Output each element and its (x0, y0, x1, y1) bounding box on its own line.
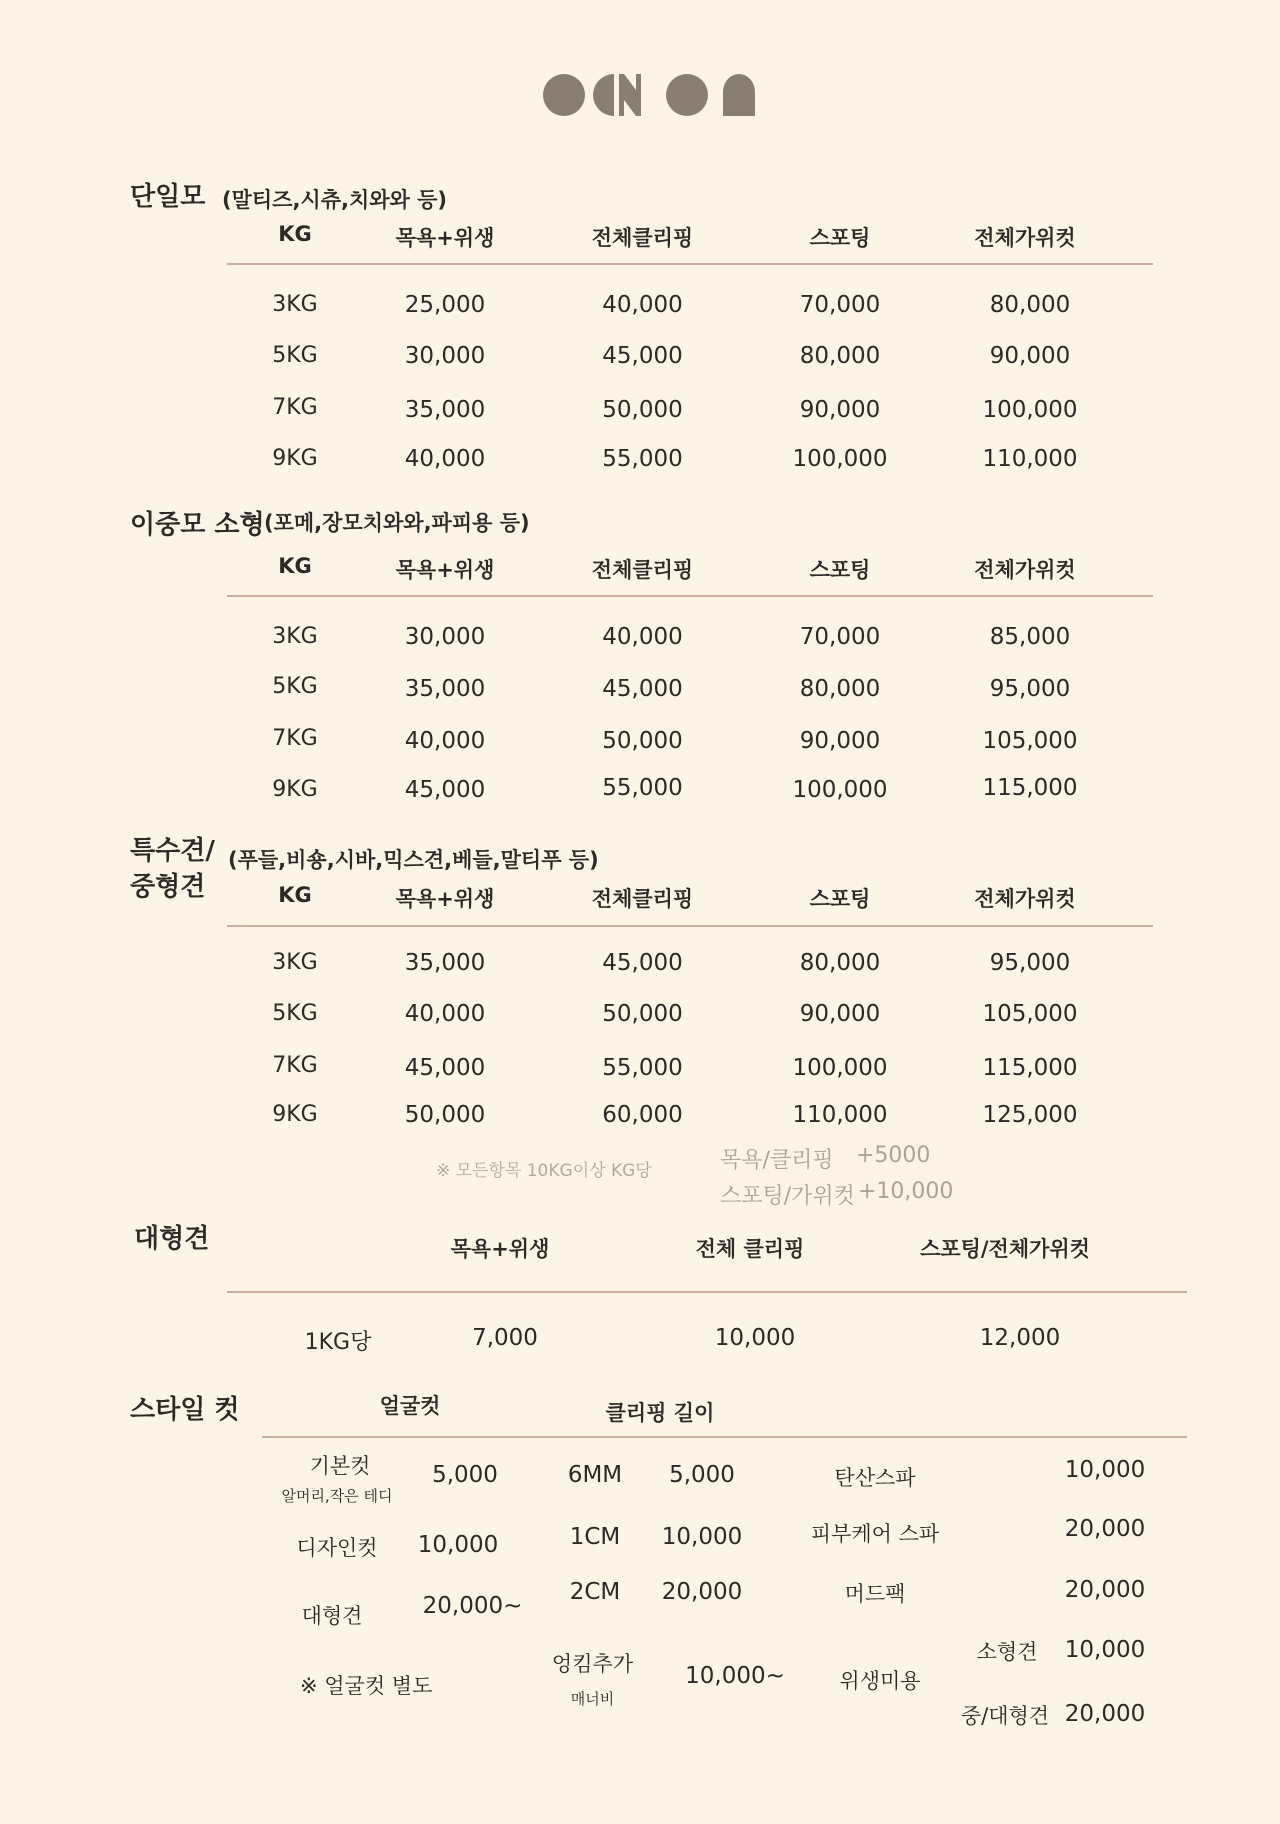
header-sporting: 스포팅 (809, 558, 871, 582)
clip-length-6mm-price: 5,000 (669, 1462, 735, 1488)
cell-kg: 5KG (272, 674, 318, 699)
cell-price: 80,000 (799, 950, 881, 976)
header-clipping: 전체 클리핑 (695, 1237, 805, 1261)
header-scissor-cut: 전체가위컷 (974, 887, 1076, 911)
cell-price: 115,000 (982, 1055, 1078, 1081)
section-title-large-dog: 대형견 (134, 1224, 210, 1254)
hygiene-small-price: 10,000 (1064, 1637, 1146, 1663)
section-subtitle-double-coat-small: (포메,장모치와와,파피용 등) (264, 511, 530, 535)
face-cut-basic: 기본컷 (309, 1454, 371, 1478)
cell-price: 55,000 (602, 446, 683, 472)
clip-length-2cm: 2CM (569, 1579, 621, 1605)
face-cut-design: 디자인컷 (296, 1536, 378, 1560)
spa-carbonated-price: 10,000 (1064, 1457, 1146, 1483)
cell-price: 125,000 (982, 1102, 1078, 1128)
face-cut-basic-sub: 알머리,작은 테디 (281, 1487, 393, 1505)
brand-logo (540, 70, 755, 120)
cell-price: 110,000 (982, 446, 1078, 472)
header-bath: 목욕+위생 (395, 558, 495, 582)
tangle-fee-label-2: 매너비 (570, 1690, 615, 1708)
cell-price: 95,000 (989, 950, 1071, 976)
header-clipping: 전체클리핑 (591, 226, 694, 250)
cell-kg: 9KG (272, 777, 318, 802)
cell-price: 45,000 (404, 1055, 486, 1081)
header-kg: KG (278, 554, 312, 578)
cell-kg: 5KG (272, 343, 318, 368)
spa-carbonated: 탄산스파 (834, 1466, 916, 1490)
cell-price: 110,000 (792, 1102, 888, 1128)
cell-price: 45,000 (404, 777, 486, 803)
header-scissor-cut: 전체가위컷 (974, 558, 1076, 582)
cell-price: 45,000 (602, 950, 683, 976)
cell-price: 45,000 (602, 343, 683, 369)
table-rule (227, 925, 1153, 927)
cell-price: 95,000 (989, 676, 1071, 702)
header-face-cut: 얼굴컷 (379, 1394, 441, 1418)
cell-kg: 7KG (272, 726, 318, 751)
cell-price: 35,000 (404, 676, 486, 702)
cell-kg: 3KG (272, 624, 318, 649)
cell-kg: 7KG (272, 395, 318, 420)
section-title-special-medium-line2: 중형견 (130, 872, 206, 902)
surcharge-note-text: ※ 모든항목 10KG이상 KG당 (436, 1161, 652, 1181)
cell-price: 40,000 (404, 1001, 486, 1027)
cell-price: 30,000 (404, 624, 486, 650)
hygiene-large-price: 20,000 (1064, 1701, 1146, 1727)
cell-price: 7,000 (472, 1325, 538, 1351)
cell-kg: 3KG (272, 950, 318, 975)
cell-price: 40,000 (404, 446, 486, 472)
cell-price: 40,000 (602, 624, 683, 650)
face-cut-design-price: 10,000 (417, 1532, 499, 1558)
cell-price: 80,000 (799, 676, 881, 702)
tangle-fee-label-1: 엉킴추가 (551, 1652, 634, 1676)
cell-price: 100,000 (792, 777, 888, 803)
spa-skincare-price: 20,000 (1064, 1516, 1146, 1542)
cell-price: 12,000 (979, 1325, 1061, 1351)
cell-price: 10,000 (714, 1325, 796, 1351)
face-cut-note: ※ 얼굴컷 별도 (300, 1674, 433, 1698)
header-sporting: 스포팅 (809, 226, 871, 250)
cell-price: 80,000 (799, 343, 881, 369)
header-sporting-scissor: 스포팅/전체가위컷 (920, 1237, 1090, 1261)
cell-price: 35,000 (404, 397, 486, 423)
header-clipping: 전체클리핑 (591, 887, 694, 911)
header-kg: KG (278, 222, 312, 246)
section-subtitle-special-medium: (푸들,비숑,시바,믹스견,베들,말티푸 등) (228, 848, 599, 872)
cell-unit: 1KG당 (304, 1330, 372, 1355)
mud-pack: 머드팩 (844, 1582, 906, 1606)
cell-price: 70,000 (799, 624, 881, 650)
cell-kg: 9KG (272, 446, 318, 471)
cell-price: 100,000 (792, 1055, 888, 1081)
clip-length-2cm-price: 20,000 (661, 1579, 743, 1605)
surcharge-value-sporting: +10,000 (858, 1179, 954, 1204)
table-rule (227, 263, 1153, 265)
header-kg: KG (278, 883, 312, 907)
header-clipping: 전체클리핑 (591, 558, 694, 582)
cell-price: 90,000 (799, 397, 881, 423)
header-bath: 목욕+위생 (395, 887, 495, 911)
surcharge-label-sporting: 스포팅/가위컷 (720, 1184, 855, 1209)
face-cut-large: 대형견 (301, 1604, 363, 1628)
cell-price: 55,000 (602, 775, 683, 801)
hygiene-large-label: 중/대형견 (960, 1704, 1050, 1728)
face-cut-large-price: 20,000~ (422, 1593, 523, 1619)
header-clip-length: 클리핑 길이 (605, 1401, 715, 1425)
hygiene-small-label: 소형견 (976, 1640, 1038, 1664)
spa-skincare: 피부케어 스파 (810, 1522, 940, 1546)
table-rule (262, 1436, 1187, 1438)
cell-price: 70,000 (799, 292, 881, 318)
cell-price: 90,000 (989, 343, 1071, 369)
cell-price: 90,000 (799, 728, 881, 754)
mud-pack-price: 20,000 (1064, 1577, 1146, 1603)
header-scissor-cut: 전체가위컷 (974, 226, 1076, 250)
cell-price: 45,000 (602, 676, 683, 702)
section-subtitle-single-coat: (말티즈,시츄,치와와 등) (222, 188, 448, 212)
header-sporting: 스포팅 (809, 887, 871, 911)
cell-price: 100,000 (792, 446, 888, 472)
surcharge-value-bath: +5000 (856, 1143, 931, 1168)
cell-price: 105,000 (982, 728, 1078, 754)
cell-price: 50,000 (602, 397, 683, 423)
cell-price: 60,000 (602, 1102, 683, 1128)
cell-price: 40,000 (602, 292, 683, 318)
cell-price: 50,000 (602, 1001, 683, 1027)
surcharge-label-bath: 목욕/클리핑 (720, 1148, 834, 1173)
section-title-style-cut: 스타일 컷 (130, 1395, 240, 1425)
cell-price: 50,000 (602, 728, 683, 754)
cell-price: 40,000 (404, 728, 486, 754)
cell-kg: 7KG (272, 1053, 318, 1078)
cell-price: 115,000 (982, 775, 1078, 801)
section-title-single-coat: 단일모 (130, 182, 206, 212)
clip-length-1cm: 1CM (569, 1524, 621, 1550)
cell-price: 105,000 (982, 1001, 1078, 1027)
face-cut-basic-price: 5,000 (432, 1462, 498, 1488)
cell-price: 35,000 (404, 950, 486, 976)
cell-price: 55,000 (602, 1055, 683, 1081)
header-bath: 목욕+위생 (450, 1237, 550, 1261)
table-rule (227, 595, 1153, 597)
cell-price: 100,000 (982, 397, 1078, 423)
section-title-double-coat-small: 이중모 소형 (130, 510, 265, 540)
header-bath: 목욕+위생 (395, 226, 495, 250)
clip-length-1cm-price: 10,000 (661, 1524, 743, 1550)
cell-price: 90,000 (799, 1001, 881, 1027)
cell-price: 30,000 (404, 343, 486, 369)
cell-price: 50,000 (404, 1102, 486, 1128)
section-title-special-medium-line1: 특수견/ (130, 836, 215, 866)
cell-kg: 5KG (272, 1001, 318, 1026)
hygiene-grooming: 위생미용 (839, 1669, 921, 1693)
table-rule (227, 1291, 1187, 1293)
cell-price: 85,000 (989, 624, 1071, 650)
cell-price: 25,000 (404, 292, 486, 318)
cell-price: 80,000 (989, 292, 1071, 318)
cell-kg: 9KG (272, 1102, 318, 1127)
tangle-fee-price: 10,000~ (685, 1663, 785, 1689)
clip-length-6mm: 6MM (567, 1462, 623, 1488)
cell-kg: 3KG (272, 292, 318, 317)
